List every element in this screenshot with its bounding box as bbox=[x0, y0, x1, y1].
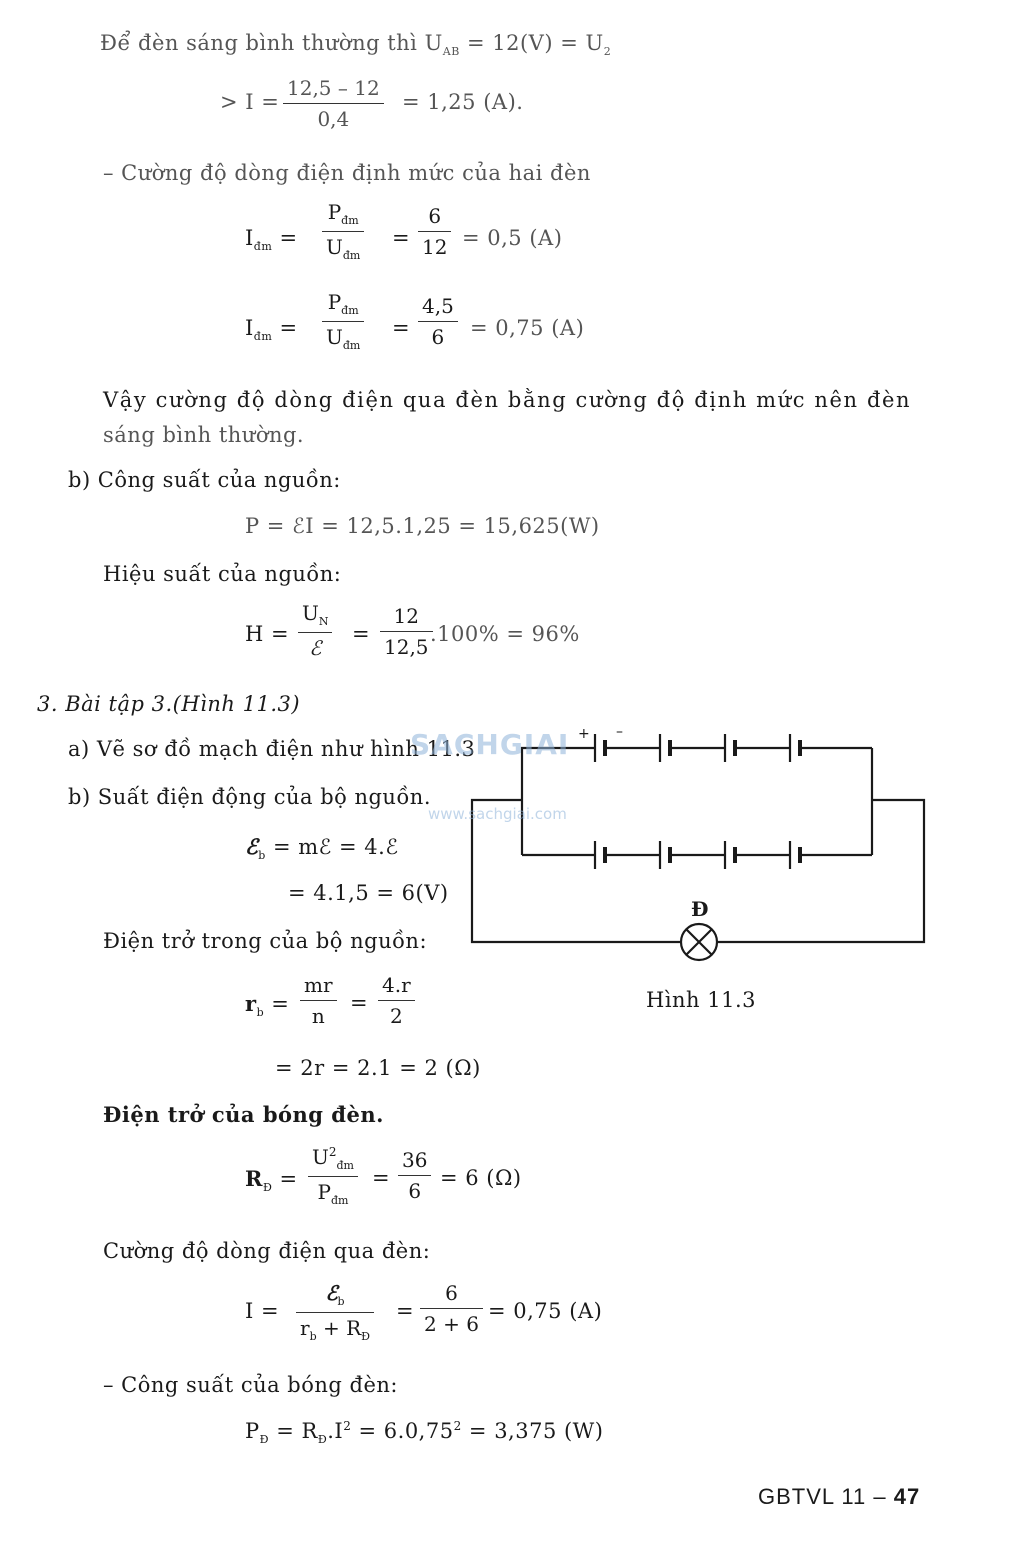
top-cell-4 bbox=[790, 734, 800, 762]
top-branch-wire bbox=[522, 748, 595, 855]
rated-current-2-symbolic: $P_{đm}$ $U_{đm}$ bbox=[322, 292, 364, 351]
lamp-current-symbolic: ℰ$_b$ $r_b + R_Đ$ bbox=[296, 1283, 374, 1342]
efficiency-symbolic: $U_N$ ℰ bbox=[298, 603, 332, 658]
exercise-3-part-b: b) Suất điện động của bộ nguồn. bbox=[68, 785, 432, 809]
page-footer bbox=[758, 1484, 920, 1510]
rated-current-2-lhs: $I_{đm}$ = bbox=[245, 316, 298, 343]
lamp-power-title: – Công suất của bóng đèn: bbox=[103, 1373, 398, 1397]
efficiency-result: .100% = 96% bbox=[430, 622, 580, 646]
lamp-label: Đ bbox=[691, 897, 709, 921]
lamp-power-equation: $P_Đ = R_Đ.I^2 = 6.0,75^2 = 3,375$ (W) bbox=[245, 1419, 604, 1446]
watermark-url: www.sachgiai.com bbox=[428, 805, 567, 823]
condition-line: Để đèn sáng bình thường thì $U_{AB} = 12(V) = U_2$ bbox=[100, 31, 612, 58]
equals-sign: = bbox=[352, 622, 371, 646]
lamp-resistance-symbolic: $U^2_{đm}$ $P_{đm}$ bbox=[308, 1146, 358, 1206]
current-result: = 1,25 (A). bbox=[402, 90, 524, 114]
bottom-cell-3 bbox=[725, 841, 735, 869]
lamp-resistance-title: Điện trở của bóng đèn. bbox=[103, 1102, 384, 1127]
equals-sign: = bbox=[392, 316, 411, 340]
minus-terminal-label: – bbox=[616, 724, 623, 740]
part-b-power-title: b) Công suất của nguồn: bbox=[68, 468, 341, 492]
conclusion-line-2: sáng bình thường. bbox=[103, 423, 305, 447]
internal-resistance-symbolic: mr n bbox=[300, 975, 337, 1026]
internal-resistance-lhs: $r_b$ = bbox=[245, 991, 290, 1019]
figure-caption: Hình 11.3 bbox=[646, 988, 757, 1012]
lamp-resistance-numeric: 36 6 bbox=[398, 1150, 431, 1201]
internal-resistance-numeric: 4.r 2 bbox=[378, 975, 415, 1026]
internal-resistance-title: Điện trở trong của bộ nguồn: bbox=[103, 929, 428, 953]
current-fraction: 12,5 – 12 0,4 bbox=[283, 78, 384, 129]
emf-equation: ℰ$_b$ = mℰ = 4.ℰ bbox=[245, 834, 399, 862]
page-number: 47 bbox=[893, 1484, 921, 1509]
equals-sign: = bbox=[392, 226, 411, 250]
rated-current-2-result: = 0,75 (A) bbox=[470, 316, 585, 340]
rated-current-title: – Cường độ dòng điện định mức của hai đèn bbox=[103, 161, 591, 185]
lamp-current-lhs: I = bbox=[245, 1299, 280, 1323]
exercise-3-heading: 3. Bài tập 3.(Hình 11.3) bbox=[37, 692, 301, 716]
efficiency-title: Hiệu suất của nguồn: bbox=[103, 562, 342, 586]
rated-current-1-symbolic: $P_{đm}$ $U_{đm}$ bbox=[322, 202, 364, 261]
top-cell-1 bbox=[595, 734, 605, 762]
rated-current-1-result: = 0,5 (A) bbox=[462, 226, 563, 250]
circuit-diagram bbox=[460, 720, 940, 1020]
equals-sign: = bbox=[350, 991, 369, 1015]
emf-value: = 4.1,5 = 6(V) bbox=[288, 881, 449, 905]
lamp-resistance-result: = 6 (Ω) bbox=[440, 1166, 522, 1190]
bottom-cell-1 bbox=[595, 841, 605, 869]
rated-current-1-lhs: $I_{đm}$ = bbox=[245, 226, 298, 253]
efficiency-lhs: H = bbox=[245, 622, 290, 646]
internal-resistance-value: = 2r = 2.1 = 2 (Ω) bbox=[275, 1056, 481, 1080]
top-cell-2 bbox=[660, 734, 670, 762]
equals-sign: = bbox=[372, 1166, 391, 1190]
book-code: GBTVL 11 – bbox=[758, 1484, 894, 1509]
top-cell-3 bbox=[725, 734, 735, 762]
current-eq-lhs: > I = bbox=[220, 90, 280, 114]
lamp-resistance-lhs: $R_Đ$ = bbox=[245, 1166, 298, 1194]
efficiency-numeric: 12 12,5 bbox=[380, 606, 433, 657]
lamp-current-title: Cường độ dòng điện qua đèn: bbox=[103, 1239, 431, 1263]
lamp-current-numeric: 6 2 + 6 bbox=[420, 1283, 483, 1334]
lamp-icon bbox=[681, 924, 717, 960]
bottom-cell-2 bbox=[660, 841, 670, 869]
rated-current-2-numeric: 4,5 6 bbox=[418, 296, 458, 347]
plus-terminal-label: + bbox=[578, 726, 590, 742]
lamp-current-result: = 0,75 (A) bbox=[488, 1299, 603, 1323]
outer-right-wire bbox=[718, 800, 924, 942]
rated-current-1-numeric: 6 12 bbox=[418, 206, 451, 257]
watermark-logo: SACHGIAI bbox=[410, 728, 570, 761]
equals-sign: = bbox=[396, 1299, 415, 1323]
exercise-3-part-a: a) Vẽ sơ đồ mạch điện như hình 11.3 bbox=[68, 737, 476, 761]
power-equation: P = ℰI = 12,5.1,25 = 15,625(W) bbox=[245, 514, 600, 538]
bottom-cell-4 bbox=[790, 841, 800, 869]
conclusion-line-1: Vậy cường độ dòng điện qua đèn bằng cường độ định mức nên đèn bbox=[103, 388, 912, 412]
